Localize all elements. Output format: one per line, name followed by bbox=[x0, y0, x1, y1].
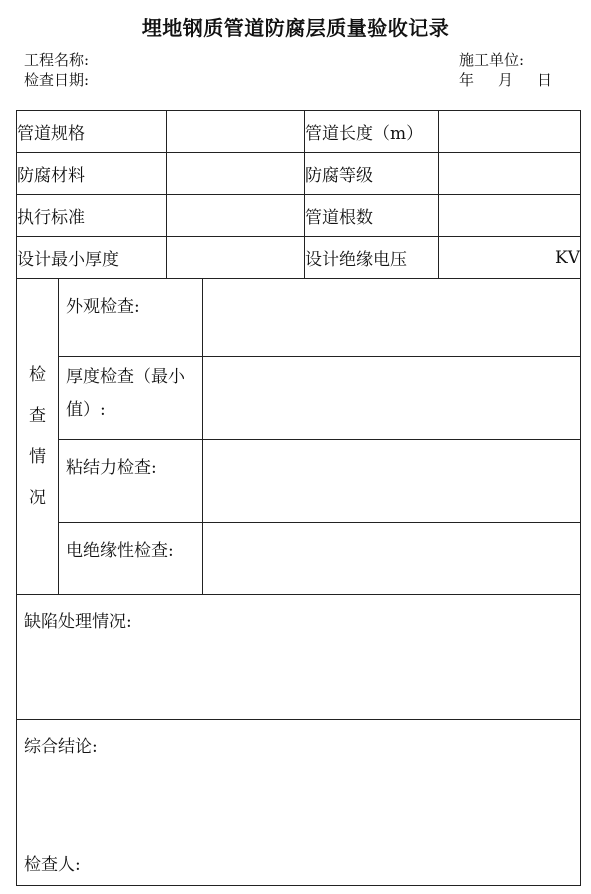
spec-row bbox=[17, 153, 581, 195]
conclusion-row bbox=[17, 720, 581, 886]
page-title: 埋地钢质管道防腐层质量验收记录 bbox=[141, 16, 450, 40]
pipe-length-value[interactable] bbox=[439, 111, 581, 153]
anticorrosion-material-label: 防腐材料 bbox=[17, 153, 167, 195]
inspector-label: 检查人: bbox=[24, 855, 81, 875]
inspection-section-label bbox=[17, 279, 59, 595]
inspection-row bbox=[17, 279, 581, 357]
acceptance-record-table bbox=[16, 110, 581, 886]
insulation-voltage-label: 设计绝缘电压 bbox=[305, 237, 439, 279]
thickness-check-value[interactable] bbox=[203, 357, 581, 440]
check-date-label: 检查日期: bbox=[24, 71, 90, 89]
inspection-char: 况 bbox=[29, 487, 46, 508]
conclusion-label: 综合结论: bbox=[24, 737, 98, 757]
inspection-char: 查 bbox=[29, 405, 46, 426]
pipe-length-label: 管道长度（m） bbox=[305, 111, 439, 153]
project-name-label: 工程名称: bbox=[24, 51, 90, 69]
day-label: 日 bbox=[537, 71, 553, 89]
min-thickness-label: 设计最小厚度 bbox=[17, 237, 167, 279]
appearance-check-value[interactable] bbox=[203, 279, 581, 357]
defect-handling-cell[interactable] bbox=[17, 595, 581, 720]
spec-row bbox=[17, 195, 581, 237]
adhesion-check-value[interactable] bbox=[203, 440, 581, 523]
inspection-char: 检 bbox=[29, 364, 46, 385]
adhesion-check-label: 粘结力检查: bbox=[59, 440, 203, 523]
anticorrosion-grade-label: 防腐等级 bbox=[305, 153, 439, 195]
spec-row bbox=[17, 237, 581, 279]
standard-value[interactable] bbox=[167, 195, 305, 237]
inspection-char: 情 bbox=[29, 446, 46, 467]
month-label: 月 bbox=[498, 71, 514, 89]
inspection-row bbox=[17, 357, 581, 440]
pipe-count-label: 管道根数 bbox=[305, 195, 439, 237]
appearance-check-label: 外观检查: bbox=[59, 279, 203, 357]
anticorrosion-material-value[interactable] bbox=[167, 153, 305, 195]
inspection-row bbox=[17, 523, 581, 595]
pipe-spec-value[interactable] bbox=[167, 111, 305, 153]
standard-label: 执行标准 bbox=[17, 195, 167, 237]
inspection-row bbox=[17, 440, 581, 523]
insulation-check-label: 电绝缘性检查: bbox=[59, 523, 203, 595]
thickness-check-label: 厚度检查（最小值）: bbox=[59, 357, 203, 440]
pipe-count-value[interactable] bbox=[439, 195, 581, 237]
defect-handling-label: 缺陷处理情况: bbox=[24, 612, 132, 632]
date-fields bbox=[459, 70, 552, 90]
spec-row bbox=[17, 111, 581, 153]
year-label: 年 bbox=[459, 71, 475, 89]
conclusion-cell[interactable] bbox=[17, 720, 581, 886]
contractor-label: 施工单位: bbox=[459, 51, 525, 69]
min-thickness-value[interactable] bbox=[167, 237, 305, 279]
pipe-spec-label: 管道规格 bbox=[17, 111, 167, 153]
anticorrosion-grade-value[interactable] bbox=[439, 153, 581, 195]
defect-row bbox=[17, 595, 581, 720]
insulation-voltage-unit[interactable]: KV bbox=[439, 237, 581, 279]
insulation-check-value[interactable] bbox=[203, 523, 581, 595]
